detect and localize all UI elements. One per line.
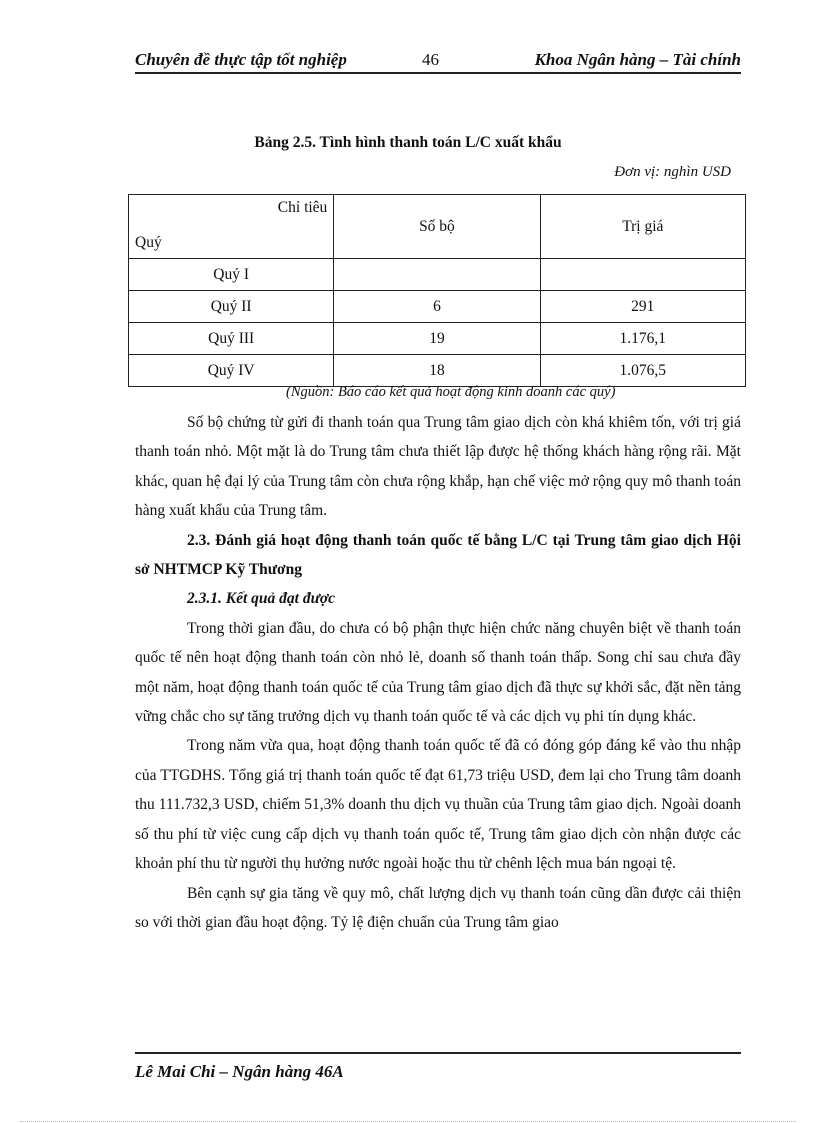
page-number: 46 (422, 50, 439, 69)
header-faculty: Khoa Ngân hàng – Tài chính (534, 50, 741, 69)
paragraph: Trong năm vừa qua, hoạt động thanh toán quốc tế đã có đóng góp đáng kể vào thu nhập của TTGDHS. Tổng giá trị thanh toán quốc tế đạt 61,73 triệu USD, đem lại cho Trung tâm doanh thu 111.732,3 USD, chiếm 51,3% doanh thu dịch vụ thuần của Trung tâm giao dịch. Ngoài doanh số thu phí từ việc cung cấp dịch vụ thanh toán quốc tế, Trung tâm giao dịch còn nhận được các khoản phí thu từ người thụ hưởng nước ngoài hoặc thu từ chênh lệch mua bán ngoại tệ. (135, 737, 741, 873)
count-cell: 6 (334, 291, 540, 323)
table-header-row (129, 195, 746, 259)
value-cell: 1.176,1 (540, 323, 745, 355)
count-cell: 19 (334, 323, 540, 355)
value-cell: 291 (540, 291, 745, 323)
quarter-cell: Quý II (129, 291, 334, 323)
diagonal-header-cell (129, 195, 334, 259)
export-lc-table (128, 194, 746, 387)
page-header (135, 48, 741, 74)
count-cell: 18 (334, 355, 540, 387)
quarter-cell: Quý I (129, 259, 334, 291)
header-document-title: Chuyên đề thực tập tốt nghiệp (135, 50, 347, 69)
table-row (129, 355, 746, 387)
paragraph: Bên cạnh sự gia tăng về quy mô, chất lượng dịch vụ thanh toán cũng dần được cải thiện so với thời gian đầu hoạt động. Tỷ lệ điện chuẩn của Trung tâm giao (135, 884, 741, 931)
quarter-cell: Quý IV (129, 355, 334, 387)
value-cell (540, 259, 745, 291)
header-count-cell: Số bộ (334, 195, 540, 259)
page-edge-divider (20, 1121, 796, 1122)
table-unit: Đơn vị: nghìn USD (614, 164, 731, 180)
paragraph: Trong thời gian đầu, do chưa có bộ phận thực hiện chức năng chuyên biệt về thanh toán quốc tế nên hoạt động thanh toán còn nhỏ lẻ, doanh số thanh toán thấp. Song chỉ sau chưa đầy một năm, hoạt động thanh toán quốc tế của Trung tâm giao dịch đã thực sự khởi sắc, đặt nền tảng vững chắc cho sự tăng trưởng dịch vụ thanh toán quốc tế và các dịch vụ phi tín dụng khác. (135, 619, 741, 726)
table-title: Bảng 2.5. Tình hình thanh toán L/C xuất khẩu (254, 134, 562, 151)
section-heading: 2.3. Đánh giá hoạt động thanh toán quốc tế bằng L/C tại Trung tâm giao dịch Hội sở NHTMCP Kỹ Thương (135, 531, 741, 579)
count-cell (334, 259, 540, 291)
table-row (129, 323, 746, 355)
header-quarter-label: Quý (135, 234, 162, 251)
body-text (135, 408, 741, 937)
quarter-cell: Quý III (129, 323, 334, 355)
table-row (129, 291, 746, 323)
table-row (129, 259, 746, 291)
paragraph: Số bộ chứng từ gửi đi thanh toán qua Trung tâm giao dịch còn khá khiêm tốn, với trị giá thanh toán nhỏ. Một mặt là do Trung tâm chưa thiết lập được hệ thống khách hàng rộng rãi. Mặt khác, quan hệ đại lý của Trung tâm còn chưa rộng khắp, hạn chế việc mở rộng quy mô thanh toán hàng xuất khẩu của Trung tâm. (135, 414, 741, 520)
page-footer (135, 1052, 741, 1082)
header-indicator-label: Chỉ tiêu (277, 199, 328, 216)
header-value-cell: Trị giá (540, 195, 745, 259)
footer-author: Lê Mai Chi – Ngân hàng 46A (135, 1062, 344, 1081)
table-source: (Nguồn: Báo cáo kết quả hoạt động kinh doanh các quý) (286, 384, 616, 400)
subsection-heading: 2.3.1. Kết quả đạt được (187, 590, 336, 608)
value-cell: 1.076,5 (540, 355, 745, 387)
